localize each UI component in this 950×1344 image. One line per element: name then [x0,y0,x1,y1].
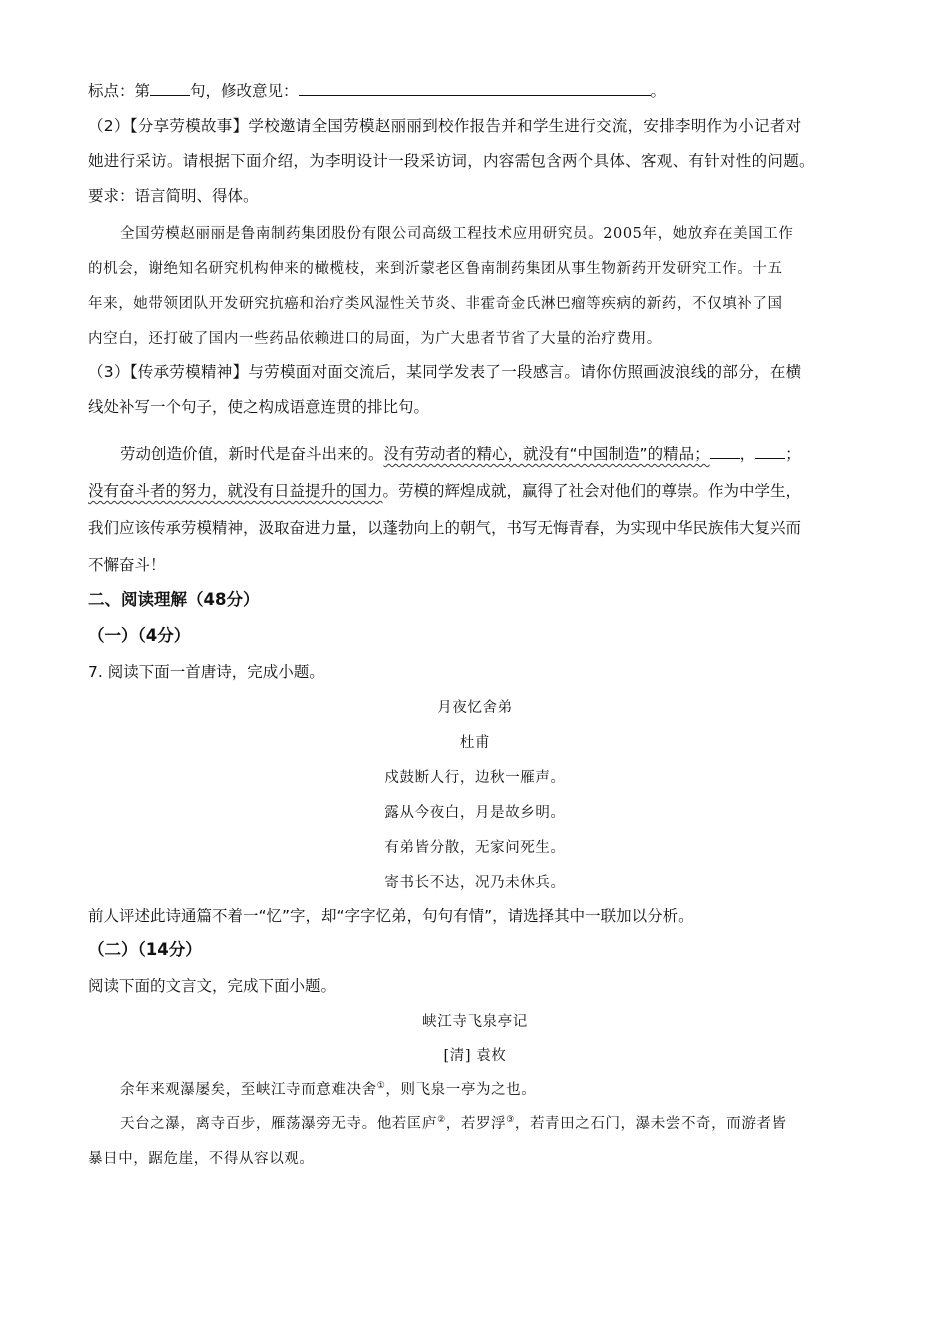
poem-author: 杜甫 [459,735,491,751]
fill-blank-2[interactable] [755,444,785,459]
classical-para-3: 暴日中，踞危崖，不得从容以观。 [88,1151,315,1167]
essay-line-3: 我们应该传承劳模精神，汲取奋进力量，以蓬勃向上的朝气，书写无悔青春，为实现中华民族伟大复兴而 [88,519,802,537]
q6-2-line-2: 她进行采访。请根据下面介绍，为李明设计一段采访词，内容需包含两个具体、客观、有针对性的问题。 [88,152,815,170]
revision-blank[interactable] [299,81,651,96]
wavy-underlined-sentence-1: 没有劳动者的精心，就没有“中国制造”的精品； [383,445,710,463]
punctuation-answer-line: 标点：第 句，修改意见： 。 [88,82,667,100]
sentence-number-blank[interactable] [150,81,190,96]
q6-3-line-2: 线处补写一个句子，使之构成语意连贯的排比句。 [88,398,430,416]
q6-2-line-1: （2）【分享劳模故事】学校邀请全国劳模赵丽丽到校作报告并和学生进行交流，安排李明作为小记者对 [88,117,802,135]
essay-line-1: 劳动创造价值，新时代是奋斗出来的。没有劳动者的精心，就没有“中国制造”的精品； ， ； [120,445,801,463]
fill-blank-1[interactable] [710,444,740,459]
part-one-heading: （一）（4分） [88,626,191,645]
footnote-marker: ③ [506,1115,515,1126]
poem-line-4: 寄书长不达，况乃未休兵。 [384,875,566,891]
part-two-heading: （二）（14分） [88,940,202,959]
q6-2-requirement: 要求：语言简明、得体。 [88,187,259,205]
classical-intro: 阅读下面的文言文，完成下面小题。 [88,977,337,995]
punctuation-label: 标点：第 [88,82,151,100]
classical-author: [清] 袁枚 [443,1048,507,1064]
poem-line-2: 露从今夜白，月是故乡明。 [384,805,566,821]
passage-line-3: 年来，她带领团队开发研究抗癌和治疗类风湿性关节炎、非霍奇金氏淋巴瘤等疾病的新药，不仅填补了国 [88,296,783,312]
footnote-marker: ② [437,1115,446,1126]
footnote-marker: ① [376,1081,386,1092]
poem-line-3: 有弟皆分散，无家问死生。 [384,840,566,856]
q7-question: 前人评述此诗通篇不着一“忆”字，却“字字忆弟，句句有情”，请选择其中一联加以分析。 [88,907,694,925]
revision-label: 句，修改意见： [190,82,299,100]
passage-line-2: 的机会，谢绝知名研究机构伸来的橄榄枝，来到沂蒙老区鲁南制药集团从事生物新药开发研究工作。十五 [88,261,783,277]
passage-line-1: 全国劳模赵丽丽是鲁南制药集团股份有限公司高级工程技术应用研究员。2005年，她放弃在美国工作 [120,226,794,242]
q6-3-line-1: （3）【传承劳模精神】与劳模面对面交流后，某同学发表了一段感言。请你仿照画波浪线的部分，在横 [88,363,802,381]
poem-title: 月夜忆舍弟 [437,700,513,716]
classical-para-2: 天台之瀑，离寺百步，雁荡瀑旁无寺。他若匡庐②，若罗浮③，若青田之石门，瀑未尝不奇，而游者皆 [120,1115,787,1132]
wavy-underlined-sentence-2: 没有奋斗者的努力，就没有日益提升的国力 [88,482,383,500]
q7-intro: 7. 阅读下面一首唐诗，完成小题。 [88,663,325,681]
section-heading: 二、阅读理解（48分） [88,590,260,609]
classical-title: 峡江寺飞泉亭记 [422,1014,528,1030]
passage-line-4: 内空白，还打破了国内一些药品依赖进口的局面，为广大患者节省了大量的治疗费用。 [88,331,662,347]
poem-line-1: 戍鼓断人行，边秋一雁声。 [384,770,566,786]
essay-line-2: 没有奋斗者的努力，就没有日益提升的国力。劳模的辉煌成就，赢得了社会对他们的尊崇。作为中学生， [88,482,802,500]
classical-para-1: 余年来观瀑屡矣，至峡江寺而意难决舍①，则飞泉一亭为之也。 [120,1081,537,1098]
essay-line-4: 不懈奋斗！ [88,556,166,574]
